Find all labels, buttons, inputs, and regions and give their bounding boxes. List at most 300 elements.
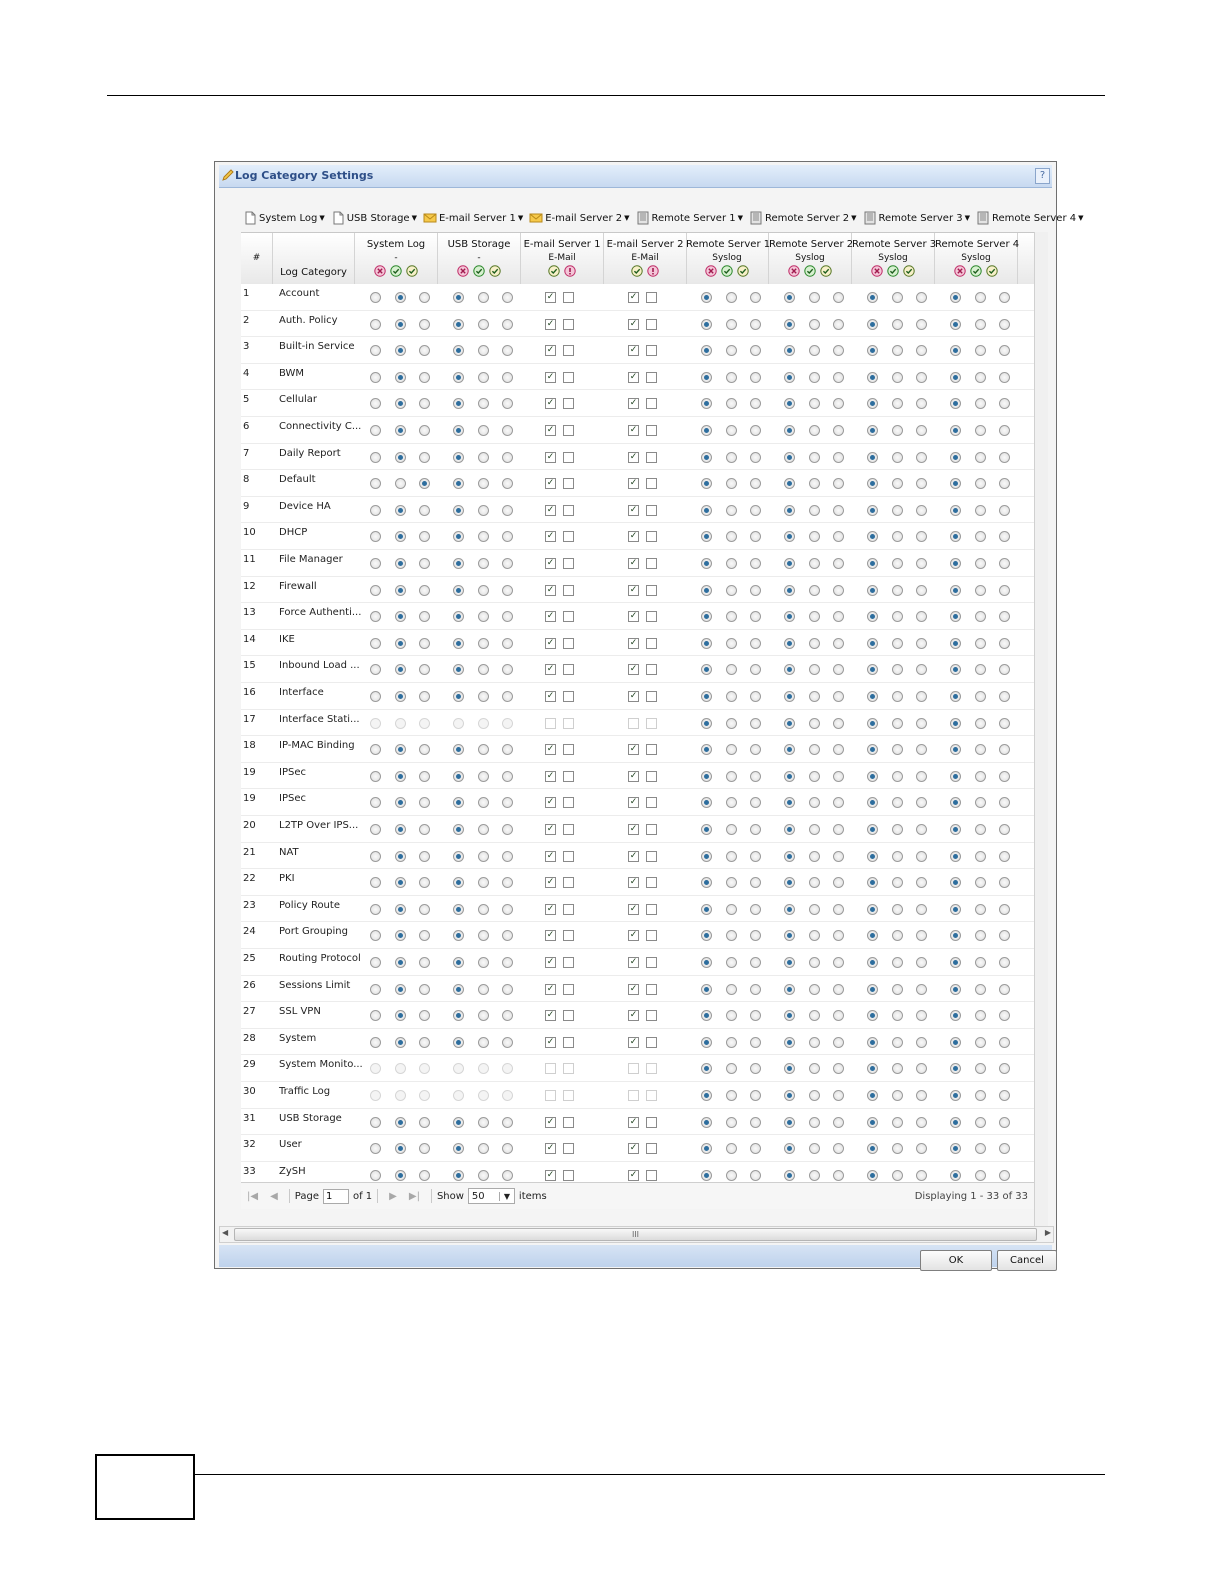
normal-radio[interactable] <box>750 372 761 383</box>
disable-radio[interactable] <box>867 1117 878 1128</box>
toolbar-item[interactable] <box>863 211 971 225</box>
disable-radio[interactable] <box>950 984 961 995</box>
disable-radio[interactable] <box>867 1063 878 1074</box>
debug-radio[interactable] <box>975 398 986 409</box>
debug-radio[interactable] <box>395 664 406 675</box>
debug-radio[interactable] <box>726 1037 737 1048</box>
normal-radio[interactable] <box>502 824 513 835</box>
alert-checkbox[interactable] <box>563 1037 574 1048</box>
disable-radio[interactable] <box>453 1170 464 1181</box>
disable-radio[interactable] <box>784 930 795 941</box>
debug-radio[interactable] <box>726 1010 737 1021</box>
debug-radio[interactable] <box>809 930 820 941</box>
debug-radio[interactable] <box>395 425 406 436</box>
alert-checkbox[interactable] <box>646 824 657 835</box>
debug-radio[interactable] <box>395 452 406 463</box>
vertical-scrollbar[interactable] <box>1034 232 1048 1242</box>
disable-radio[interactable] <box>867 398 878 409</box>
normal-radio[interactable] <box>916 930 927 941</box>
normal-radio[interactable] <box>502 1170 513 1181</box>
debug-radio[interactable] <box>478 505 489 516</box>
debug-radio[interactable] <box>892 345 903 356</box>
debug-radio[interactable] <box>395 957 406 968</box>
debug-radio[interactable] <box>892 292 903 303</box>
debug-radio[interactable] <box>395 585 406 596</box>
disable-radio[interactable] <box>370 372 381 383</box>
debug-radio[interactable] <box>809 1063 820 1074</box>
debug-radio[interactable] <box>809 1010 820 1021</box>
debug-radio[interactable] <box>892 1117 903 1128</box>
disable-radio[interactable] <box>370 904 381 915</box>
normal-radio[interactable] <box>999 1143 1010 1154</box>
normal-radio[interactable] <box>916 1090 927 1101</box>
normal-checkbox[interactable]: ✓ <box>629 983 638 994</box>
normal-all-icon[interactable] <box>737 265 749 277</box>
debug-radio[interactable] <box>809 904 820 915</box>
normal-radio[interactable] <box>419 664 430 675</box>
disable-radio[interactable] <box>453 345 464 356</box>
page-size-select[interactable] <box>468 1188 515 1204</box>
debug-radio[interactable] <box>892 851 903 862</box>
normal-radio[interactable] <box>419 771 430 782</box>
debug-radio[interactable] <box>809 1117 820 1128</box>
normal-radio[interactable] <box>916 638 927 649</box>
disable-radio[interactable] <box>701 1063 712 1074</box>
alert-checkbox[interactable] <box>563 531 574 542</box>
normal-radio[interactable] <box>419 398 430 409</box>
alert-checkbox[interactable] <box>563 664 574 675</box>
normal-all-icon[interactable] <box>406 265 418 277</box>
column-header-group[interactable] <box>438 233 521 285</box>
debug-radio[interactable] <box>809 824 820 835</box>
disable-radio[interactable] <box>950 425 961 436</box>
normal-radio[interactable] <box>833 292 844 303</box>
disable-radio[interactable] <box>867 1037 878 1048</box>
normal-radio[interactable] <box>999 478 1010 489</box>
debug-radio[interactable] <box>478 585 489 596</box>
disable-radio[interactable] <box>950 505 961 516</box>
disable-radio[interactable] <box>867 904 878 915</box>
disable-radio[interactable] <box>784 877 795 888</box>
debug-radio[interactable] <box>478 984 489 995</box>
debug-radio[interactable] <box>395 771 406 782</box>
normal-radio[interactable] <box>419 345 430 356</box>
alert-checkbox[interactable] <box>646 904 657 915</box>
normal-checkbox[interactable]: ✓ <box>629 850 638 861</box>
disable-radio[interactable] <box>453 691 464 702</box>
toolbar-item[interactable] <box>529 211 629 225</box>
normal-checkbox[interactable]: ✓ <box>546 1143 555 1154</box>
debug-radio[interactable] <box>809 797 820 808</box>
disable-radio[interactable] <box>370 292 381 303</box>
normal-radio[interactable] <box>999 558 1010 569</box>
normal-radio[interactable] <box>999 585 1010 596</box>
alert-checkbox[interactable] <box>563 930 574 941</box>
normal-radio[interactable] <box>419 478 430 489</box>
debug-radio[interactable] <box>726 797 737 808</box>
alert-checkbox[interactable] <box>563 425 574 436</box>
normal-radio[interactable] <box>999 425 1010 436</box>
debug-radio[interactable] <box>478 904 489 915</box>
debug-radio[interactable] <box>395 372 406 383</box>
debug-radio[interactable] <box>975 877 986 888</box>
normal-radio[interactable] <box>502 558 513 569</box>
normal-radio[interactable] <box>999 1063 1010 1074</box>
debug-radio[interactable] <box>478 319 489 330</box>
normal-checkbox[interactable]: ✓ <box>629 1036 638 1047</box>
debug-radio[interactable] <box>975 984 986 995</box>
alert-checkbox[interactable] <box>563 505 574 516</box>
alert-checkbox[interactable] <box>563 1143 574 1154</box>
debug-radio[interactable] <box>478 664 489 675</box>
normal-checkbox[interactable]: ✓ <box>546 770 555 781</box>
normal-radio[interactable] <box>916 691 927 702</box>
normal-radio[interactable] <box>999 930 1010 941</box>
normal-radio[interactable] <box>916 824 927 835</box>
normal-checkbox[interactable]: ✓ <box>629 930 638 941</box>
normal-radio[interactable] <box>750 611 761 622</box>
normal-radio[interactable] <box>999 319 1010 330</box>
normal-radio[interactable] <box>833 824 844 835</box>
debug-radio[interactable] <box>975 452 986 463</box>
debug-radio[interactable] <box>809 851 820 862</box>
normal-checkbox[interactable]: ✓ <box>629 531 638 542</box>
debug-radio[interactable] <box>975 904 986 915</box>
prev-page-icon[interactable]: ◀ <box>270 1190 278 1202</box>
disable-radio[interactable] <box>453 531 464 542</box>
disable-radio[interactable] <box>867 505 878 516</box>
normal-all-icon[interactable] <box>631 265 643 277</box>
disable-radio[interactable] <box>950 585 961 596</box>
normal-radio[interactable] <box>999 1117 1010 1128</box>
normal-radio[interactable] <box>419 1117 430 1128</box>
normal-radio[interactable] <box>502 797 513 808</box>
debug-radio[interactable] <box>975 1010 986 1021</box>
alert-checkbox[interactable] <box>563 478 574 489</box>
debug-radio[interactable] <box>478 611 489 622</box>
normal-checkbox[interactable]: ✓ <box>629 877 638 888</box>
alert-checkbox[interactable] <box>646 558 657 569</box>
disable-radio[interactable] <box>867 957 878 968</box>
disable-radio[interactable] <box>370 664 381 675</box>
disable-radio[interactable] <box>784 505 795 516</box>
debug-radio[interactable] <box>726 664 737 675</box>
normal-radio[interactable] <box>916 1010 927 1021</box>
normal-radio[interactable] <box>750 558 761 569</box>
disable-radio[interactable] <box>370 851 381 862</box>
alert-checkbox[interactable] <box>563 877 574 888</box>
normal-radio[interactable] <box>833 478 844 489</box>
normal-radio[interactable] <box>916 877 927 888</box>
normal-checkbox[interactable]: ✓ <box>546 531 555 542</box>
alert-checkbox[interactable] <box>646 1143 657 1154</box>
normal-radio[interactable] <box>750 292 761 303</box>
alert-checkbox[interactable] <box>646 691 657 702</box>
debug-radio[interactable] <box>975 372 986 383</box>
normal-checkbox[interactable]: ✓ <box>546 1169 555 1180</box>
disable-radio[interactable] <box>370 1117 381 1128</box>
disable-radio[interactable] <box>701 611 712 622</box>
debug-radio[interactable] <box>478 851 489 862</box>
alert-checkbox[interactable] <box>646 611 657 622</box>
normal-radio[interactable] <box>833 1063 844 1074</box>
disable-radio[interactable] <box>867 1170 878 1181</box>
normal-radio[interactable] <box>833 1117 844 1128</box>
debug-radio[interactable] <box>809 319 820 330</box>
column-header-group[interactable] <box>604 233 687 285</box>
normal-checkbox[interactable]: ✓ <box>546 292 555 302</box>
disable-radio[interactable] <box>701 505 712 516</box>
normal-radio[interactable] <box>833 877 844 888</box>
debug-radio[interactable] <box>395 611 406 622</box>
debug-radio[interactable] <box>395 744 406 755</box>
normal-radio[interactable] <box>750 452 761 463</box>
debug-radio[interactable] <box>726 531 737 542</box>
debug-radio[interactable] <box>726 638 737 649</box>
debug-radio[interactable] <box>975 1037 986 1048</box>
disable-radio[interactable] <box>370 691 381 702</box>
debug-radio[interactable] <box>809 1170 820 1181</box>
debug-radio[interactable] <box>726 319 737 330</box>
column-header-group[interactable] <box>769 233 852 285</box>
disable-radio[interactable] <box>453 877 464 888</box>
debug-radio[interactable] <box>892 505 903 516</box>
disable-radio[interactable] <box>701 664 712 675</box>
normal-checkbox[interactable]: ✓ <box>629 371 638 382</box>
disable-radio[interactable] <box>370 744 381 755</box>
normal-radio[interactable] <box>419 851 430 862</box>
normal-checkbox[interactable]: ✓ <box>546 903 555 914</box>
disable-radio[interactable] <box>784 478 795 489</box>
normal-radio[interactable] <box>916 1037 927 1048</box>
normal-checkbox[interactable]: ✓ <box>629 824 638 834</box>
debug-radio[interactable] <box>726 984 737 995</box>
debug-radio[interactable] <box>975 1170 986 1181</box>
debug-radio[interactable] <box>892 664 903 675</box>
normal-radio[interactable] <box>916 851 927 862</box>
normal-checkbox[interactable]: ✓ <box>629 584 638 595</box>
normal-checkbox[interactable]: ✓ <box>629 318 638 329</box>
disable-radio[interactable] <box>701 744 712 755</box>
debug-radio[interactable] <box>809 1090 820 1101</box>
disable-radio[interactable] <box>370 611 381 622</box>
normal-radio[interactable] <box>916 1143 927 1154</box>
normal-radio[interactable] <box>999 797 1010 808</box>
normal-radio[interactable] <box>502 505 513 516</box>
debug-radio[interactable] <box>892 930 903 941</box>
alert-checkbox[interactable] <box>646 585 657 596</box>
disable-radio[interactable] <box>867 691 878 702</box>
disable-radio[interactable] <box>370 319 381 330</box>
debug-radio[interactable] <box>726 771 737 782</box>
normal-radio[interactable] <box>419 319 430 330</box>
debug-radio[interactable] <box>726 718 737 729</box>
debug-radio[interactable] <box>809 345 820 356</box>
disable-radio[interactable] <box>701 691 712 702</box>
disable-all-icon[interactable] <box>374 265 386 277</box>
column-header-category[interactable] <box>273 233 355 285</box>
debug-radio[interactable] <box>395 319 406 330</box>
normal-radio[interactable] <box>833 319 844 330</box>
normal-radio[interactable] <box>419 531 430 542</box>
normal-radio[interactable] <box>833 585 844 596</box>
normal-checkbox[interactable]: ✓ <box>629 637 638 648</box>
debug-radio[interactable] <box>478 957 489 968</box>
normal-checkbox[interactable]: ✓ <box>629 744 638 755</box>
debug-radio[interactable] <box>809 691 820 702</box>
alert-checkbox[interactable] <box>646 452 657 463</box>
debug-radio[interactable] <box>726 372 737 383</box>
normal-radio[interactable] <box>833 398 844 409</box>
normal-radio[interactable] <box>750 478 761 489</box>
alert-checkbox[interactable] <box>563 771 574 782</box>
disable-radio[interactable] <box>950 319 961 330</box>
disable-radio[interactable] <box>950 1010 961 1021</box>
debug-radio[interactable] <box>478 691 489 702</box>
disable-radio[interactable] <box>950 957 961 968</box>
normal-radio[interactable] <box>502 904 513 915</box>
alert-checkbox[interactable] <box>646 372 657 383</box>
alert-checkbox[interactable] <box>646 851 657 862</box>
normal-radio[interactable] <box>419 558 430 569</box>
normal-checkbox[interactable]: ✓ <box>629 770 638 781</box>
normal-checkbox[interactable]: ✓ <box>629 425 638 435</box>
normal-checkbox[interactable]: ✓ <box>546 318 555 329</box>
normal-radio[interactable] <box>502 930 513 941</box>
disable-radio[interactable] <box>950 1037 961 1048</box>
normal-radio[interactable] <box>916 372 927 383</box>
disable-all-icon[interactable] <box>871 265 883 277</box>
normal-radio[interactable] <box>750 771 761 782</box>
normal-radio[interactable] <box>916 292 927 303</box>
disable-radio[interactable] <box>453 664 464 675</box>
disable-radio[interactable] <box>784 1063 795 1074</box>
disable-radio[interactable] <box>370 824 381 835</box>
column-header-group[interactable] <box>355 233 438 285</box>
disable-radio[interactable] <box>370 452 381 463</box>
disable-radio[interactable] <box>950 1143 961 1154</box>
disable-radio[interactable] <box>701 904 712 915</box>
debug-radio[interactable] <box>809 398 820 409</box>
debug-radio[interactable] <box>395 824 406 835</box>
disable-radio[interactable] <box>453 824 464 835</box>
debug-radio[interactable] <box>975 611 986 622</box>
normal-radio[interactable] <box>916 585 927 596</box>
alert-all-icon[interactable] <box>564 265 576 277</box>
normal-radio[interactable] <box>750 585 761 596</box>
normal-radio[interactable] <box>999 345 1010 356</box>
debug-radio[interactable] <box>726 345 737 356</box>
disable-radio[interactable] <box>701 478 712 489</box>
normal-radio[interactable] <box>419 292 430 303</box>
normal-radio[interactable] <box>833 611 844 622</box>
alert-all-icon[interactable] <box>647 265 659 277</box>
normal-radio[interactable] <box>502 585 513 596</box>
normal-radio[interactable] <box>750 824 761 835</box>
disable-radio[interactable] <box>867 319 878 330</box>
debug-radio[interactable] <box>478 771 489 782</box>
disable-all-icon[interactable] <box>705 265 717 277</box>
disable-radio[interactable] <box>784 744 795 755</box>
normal-radio[interactable] <box>999 664 1010 675</box>
normal-radio[interactable] <box>916 558 927 569</box>
debug-radio[interactable] <box>809 877 820 888</box>
debug-radio[interactable] <box>395 638 406 649</box>
disable-radio[interactable] <box>453 398 464 409</box>
normal-radio[interactable] <box>502 638 513 649</box>
normal-radio[interactable] <box>750 1117 761 1128</box>
horizontal-scrollbar[interactable] <box>219 1226 1054 1243</box>
debug-radio[interactable] <box>478 1010 489 1021</box>
disable-radio[interactable] <box>950 904 961 915</box>
alert-checkbox[interactable] <box>563 957 574 968</box>
normal-radio[interactable] <box>419 1037 430 1048</box>
normal-checkbox[interactable]: ✓ <box>629 292 638 302</box>
debug-radio[interactable] <box>395 505 406 516</box>
normal-radio[interactable] <box>999 398 1010 409</box>
debug-radio[interactable] <box>892 1090 903 1101</box>
debug-radio[interactable] <box>892 744 903 755</box>
alert-checkbox[interactable] <box>646 877 657 888</box>
debug-radio[interactable] <box>809 771 820 782</box>
disable-radio[interactable] <box>701 824 712 835</box>
debug-radio[interactable] <box>726 505 737 516</box>
normal-radio[interactable] <box>502 452 513 463</box>
debug-all-icon[interactable] <box>804 265 816 277</box>
alert-checkbox[interactable] <box>563 984 574 995</box>
normal-radio[interactable] <box>750 877 761 888</box>
disable-radio[interactable] <box>784 372 795 383</box>
normal-checkbox[interactable]: ✓ <box>629 345 638 356</box>
debug-radio[interactable] <box>975 797 986 808</box>
debug-radio[interactable] <box>809 372 820 383</box>
normal-radio[interactable] <box>999 1010 1010 1021</box>
disable-radio[interactable] <box>950 531 961 542</box>
disable-radio[interactable] <box>701 372 712 383</box>
debug-all-icon[interactable] <box>473 265 485 277</box>
disable-radio[interactable] <box>701 797 712 808</box>
normal-radio[interactable] <box>999 744 1010 755</box>
debug-radio[interactable] <box>809 292 820 303</box>
debug-radio[interactable] <box>395 691 406 702</box>
disable-radio[interactable] <box>784 771 795 782</box>
normal-checkbox[interactable]: ✓ <box>546 664 555 675</box>
disable-radio[interactable] <box>784 292 795 303</box>
debug-radio[interactable] <box>892 585 903 596</box>
debug-radio[interactable] <box>892 638 903 649</box>
debug-radio[interactable] <box>726 904 737 915</box>
normal-checkbox[interactable]: ✓ <box>546 824 555 834</box>
disable-radio[interactable] <box>784 1143 795 1154</box>
normal-radio[interactable] <box>833 718 844 729</box>
disable-radio[interactable] <box>701 585 712 596</box>
normal-radio[interactable] <box>999 877 1010 888</box>
normal-radio[interactable] <box>833 372 844 383</box>
debug-radio[interactable] <box>892 984 903 995</box>
normal-radio[interactable] <box>916 345 927 356</box>
normal-radio[interactable] <box>502 744 513 755</box>
normal-radio[interactable] <box>833 771 844 782</box>
debug-radio[interactable] <box>975 1143 986 1154</box>
disable-radio[interactable] <box>701 851 712 862</box>
debug-radio[interactable] <box>395 1037 406 1048</box>
debug-radio[interactable] <box>478 638 489 649</box>
disable-radio[interactable] <box>453 452 464 463</box>
disable-radio[interactable] <box>701 718 712 729</box>
debug-radio[interactable] <box>975 718 986 729</box>
debug-radio[interactable] <box>726 957 737 968</box>
disable-radio[interactable] <box>701 345 712 356</box>
